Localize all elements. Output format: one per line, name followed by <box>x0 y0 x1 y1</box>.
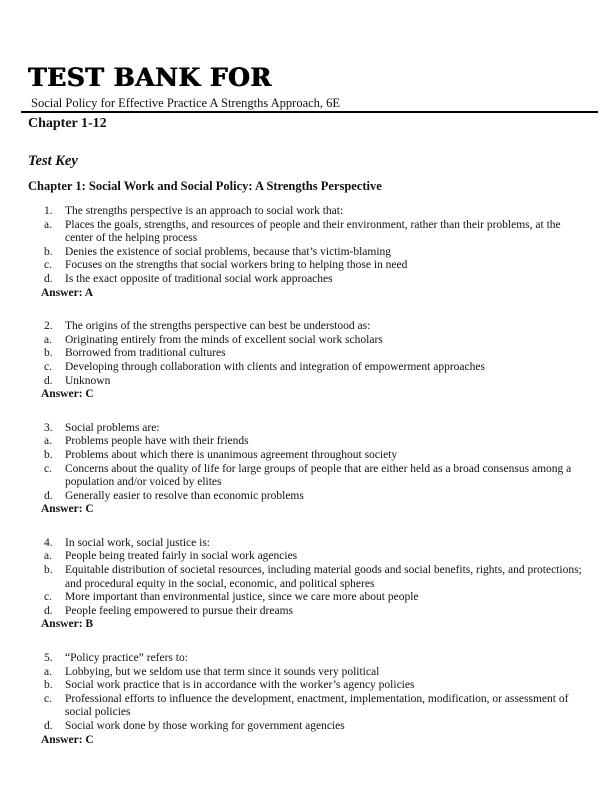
option-text: Professional efforts to influence the development, enactment, implementation, modification, or assessment of social policies <box>65 692 569 719</box>
option-text: Problems people have with their friends <box>65 435 249 448</box>
option-row <box>41 273 598 287</box>
option-letter: b. <box>44 679 53 692</box>
option-letter: a. <box>44 550 52 563</box>
option-row <box>41 449 598 463</box>
question-text: The strengths perspective is an approach to social work that: <box>65 205 344 217</box>
option-letter: c. <box>44 591 52 604</box>
option-text: Denies the existence of social problems, because that’s victim-blaming <box>65 245 392 258</box>
chapter-heading: Chapter 1: Social Work and Social Policy: A Strengths Perspective <box>28 179 382 193</box>
option-letter: a. <box>44 333 52 346</box>
option-text: People being treated fairly in social work agencies <box>65 550 298 563</box>
page-title: TEST BANK FOR <box>28 63 272 92</box>
option-text: Equitable distribution of societal resources, including material goods and social benefits, rights, and protections; and procedural equity in the social, economic, and political spheres <box>65 564 582 590</box>
option-text: Originating entirely from the minds of excellent social work scholars <box>65 333 383 346</box>
option-letter: a. <box>44 665 52 678</box>
questions-list <box>28 205 598 747</box>
option-row <box>41 219 598 246</box>
answer-line: Answer: C <box>41 503 94 516</box>
question-block-1 <box>41 205 598 300</box>
answer-line: Answer: C <box>41 388 94 401</box>
question-line <box>41 422 598 436</box>
question-text: Social problems are: <box>65 421 160 434</box>
answer-line: Answer: A <box>41 286 94 299</box>
option-letter: a. <box>44 218 52 231</box>
answer-line: Answer: C <box>41 733 94 746</box>
option-text: More important than environmental justice, since we care more about people <box>65 591 419 604</box>
book-subtitle-row <box>21 96 598 113</box>
question-block-5 <box>41 652 598 747</box>
option-letter: d. <box>44 720 53 732</box>
chapter-range: Chapter 1-12 <box>28 116 107 131</box>
option-text: Lobbying, but we seldom use that term since it sounds very political <box>65 665 380 678</box>
option-letter: b. <box>44 564 53 577</box>
question-number: 4. <box>44 536 53 549</box>
option-text: Is the exact opposite of traditional social work approaches <box>65 272 333 285</box>
option-text: Social work done by those working for government agencies <box>65 720 345 732</box>
option-text: Developing through collaboration with clients and integration of empowerment approaches <box>65 360 485 373</box>
question-line <box>41 205 598 219</box>
question-number: 2. <box>44 320 53 333</box>
book-subtitle: Social Policy for Effective Practice A Strengths Approach, 6E <box>31 96 341 110</box>
question-block-2 <box>41 320 598 402</box>
question-text: In social work, social justice is: <box>65 536 210 549</box>
option-row <box>41 361 598 375</box>
option-row <box>41 591 598 605</box>
option-row <box>41 679 598 693</box>
option-letter: c. <box>44 462 52 475</box>
question-number: 1. <box>44 205 53 217</box>
option-letter: b. <box>44 347 53 360</box>
option-letter: d. <box>44 604 53 617</box>
option-row <box>41 463 598 490</box>
option-letter: d. <box>44 489 53 502</box>
option-letter: b. <box>44 448 53 461</box>
answer-line: Answer: B <box>41 618 94 631</box>
option-row <box>41 720 598 734</box>
option-letter: a. <box>44 435 52 448</box>
question-block-3 <box>41 422 598 517</box>
option-row <box>41 693 598 720</box>
option-text: Unknown <box>65 374 111 387</box>
option-letter: c. <box>44 259 52 272</box>
option-row <box>41 550 598 564</box>
option-text: Concerns about the quality of life for large groups of people that are either held as a broad consensus among a population and/or voiced by elites <box>65 462 572 489</box>
option-row <box>41 666 598 680</box>
question-line <box>41 537 598 551</box>
option-row <box>41 259 598 273</box>
option-text: Focuses on the strengths that social workers bring to helping those in need <box>65 259 408 272</box>
option-letter: d. <box>44 374 53 387</box>
test-key-heading: Test Key <box>28 153 78 169</box>
question-block-4 <box>41 537 598 632</box>
option-letter: d. <box>44 272 53 285</box>
question-line <box>41 320 598 334</box>
option-row <box>41 490 598 504</box>
option-text: Generally easier to resolve than economic problems <box>65 489 304 502</box>
option-row <box>41 605 598 619</box>
option-letter: b. <box>44 245 53 258</box>
option-text: Borrowed from traditional cultures <box>65 347 226 360</box>
option-text: Places the goals, strengths, and resources of people and their environment, rather than their problems, at the center of the helping process <box>65 218 561 245</box>
option-text: Problems about which there is unanimous agreement throughout society <box>65 448 398 461</box>
option-row <box>41 435 598 449</box>
option-letter: c. <box>44 692 52 705</box>
option-row <box>41 246 598 260</box>
question-text: “Policy practice” refers to: <box>65 652 188 665</box>
question-text: The origins of the strengths perspective can best be understood as: <box>65 320 371 333</box>
question-number: 5. <box>44 652 53 665</box>
question-line <box>41 652 598 666</box>
option-row <box>41 564 598 591</box>
option-row <box>41 375 598 389</box>
option-row <box>41 334 598 348</box>
option-row <box>41 347 598 361</box>
option-letter: c. <box>44 360 52 373</box>
question-number: 3. <box>44 421 53 434</box>
option-text: Social work practice that is in accordance with the worker’s agency policies <box>65 679 415 692</box>
option-text: People feeling empowered to pursue their dreams <box>65 604 294 617</box>
